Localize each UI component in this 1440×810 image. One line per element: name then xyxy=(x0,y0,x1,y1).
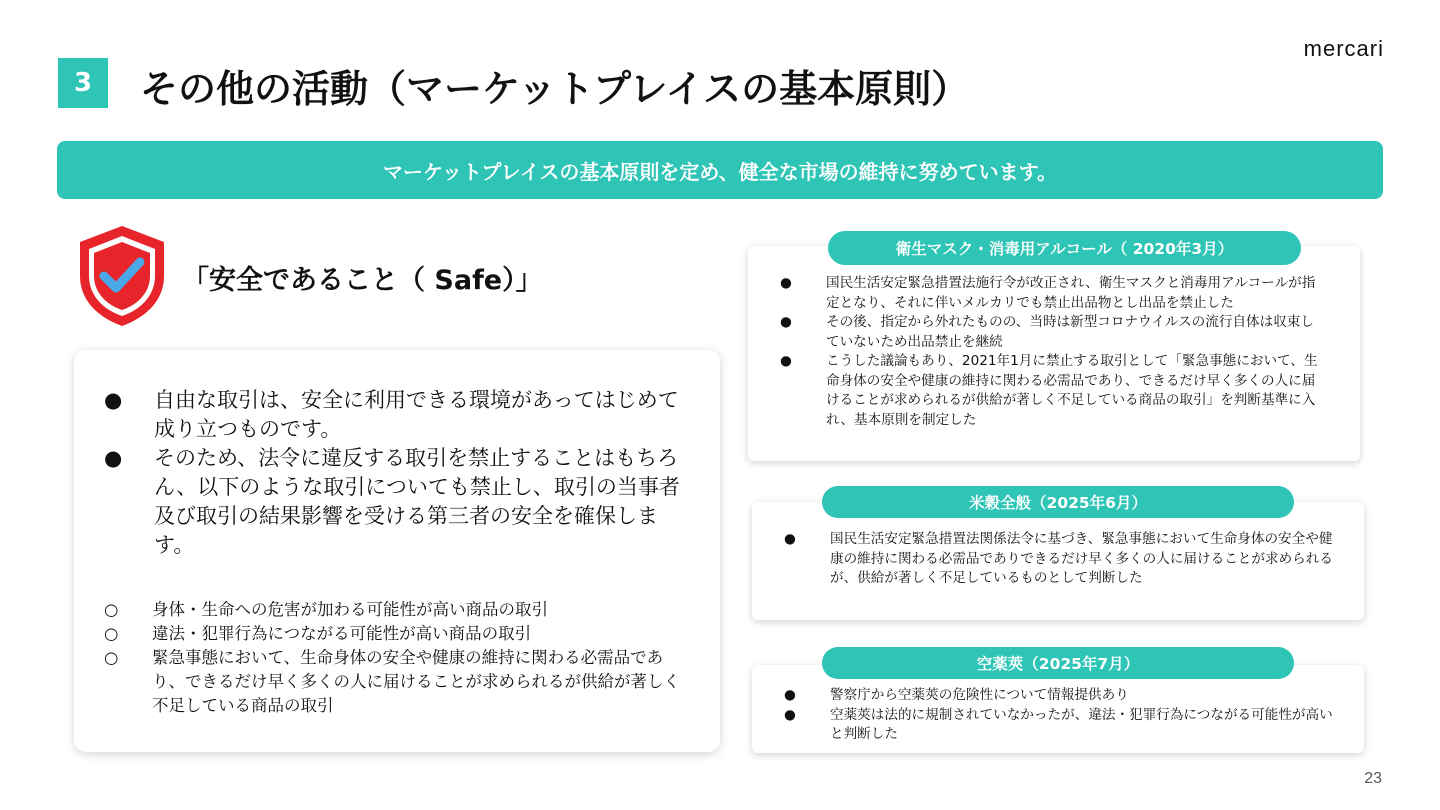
case-list xyxy=(784,686,1340,745)
bullet-dot: ● xyxy=(784,706,796,723)
page-number: 23 xyxy=(1364,770,1382,787)
list-item xyxy=(104,622,694,646)
list-item xyxy=(104,386,694,444)
bullet-text: そのため、法令に違反する取引を禁止することはもちろん、以下のような取引についても禁止し、取引の当事者及び取引の結果影響を受ける第三者の安全を確保します。 xyxy=(154,446,680,557)
bullet-circle: ○ xyxy=(104,648,119,667)
bullet-dot: ● xyxy=(104,388,123,412)
list-item xyxy=(780,313,1320,352)
list-item xyxy=(104,598,694,622)
summary-banner-text: マーケットプレイスの基本原則を定め、健全な市場の維持に努めています。 xyxy=(383,159,1057,184)
case-title-cartridge: 空薬莢（2025年7月） xyxy=(822,647,1294,679)
bullet-text: 緊急事態において、生命身体の安全や健康の維持に関わる必需品であり、できるだけ早く多くの人に届けることが求められるが供給が著しく不足している商品の取引 xyxy=(152,648,680,715)
bullet-text: その後、指定から外れたものの、当時は新型コロナウイルスの流行自体は収束していないため出品禁止を継続 xyxy=(826,314,1315,350)
list-item xyxy=(784,530,1340,589)
bullet-dot: ● xyxy=(780,275,792,291)
list-item xyxy=(104,444,694,560)
bullet-text: 空薬莢は法的に規制されていなかったが、違法・犯罪行為につながる可能性が高いと判断した xyxy=(830,706,1333,742)
bullet-text: 自由な取引は、安全に利用できる環境があってはじめて成り立つものです。 xyxy=(154,388,679,441)
prohibited-trade-list xyxy=(104,598,694,718)
list-item xyxy=(780,352,1320,430)
page-title: その他の活動（マーケットプレイスの基本原則） xyxy=(140,66,970,111)
bullet-text: 国民生活安定緊急措置法施行令が改正され、衛生マスクと消毒用アルコールが指定となり、それに伴いメルカリでも禁止出品物とし出品を禁止した xyxy=(826,275,1316,311)
bullet-text: 違法・犯罪行為につながる可能性が高い商品の取引 xyxy=(152,624,532,643)
case-title-rice: 米穀全般（2025年6月） xyxy=(822,486,1294,518)
brand-logo: mercari xyxy=(1303,36,1384,61)
case-list xyxy=(784,530,1340,589)
section-number-badge: 3 xyxy=(58,58,108,108)
safe-heading: 「安全であること（ Safe）」 xyxy=(182,264,543,296)
case-list xyxy=(780,274,1320,430)
bullet-text: 警察庁から空薬莢の危険性について情報提供あり xyxy=(830,687,1129,703)
bullet-circle: ○ xyxy=(104,624,119,643)
bullet-dot: ● xyxy=(780,314,792,330)
principle-bullets xyxy=(104,386,694,560)
shield-check-icon xyxy=(74,224,170,328)
bullet-text: こうした議論もあり、2021年1月に禁止する取引として「緊急事態において、生命身体の安全や健康の維持に関わる必需品であり、できるだけ早く多くの人に届けることが求められるが供給が著しく不足している商品の取引」を判断基準に入れ、基本原則を制定した xyxy=(826,353,1318,428)
principle-card xyxy=(74,350,720,752)
list-item xyxy=(104,646,694,718)
list-item xyxy=(780,274,1320,313)
case-title-mask-alcohol: 衛生マスク・消毒用アルコール（ 2020年3月） xyxy=(828,231,1301,265)
case-card-mask-alcohol xyxy=(748,246,1360,461)
bullet-circle: ○ xyxy=(104,600,119,619)
list-item xyxy=(784,686,1340,706)
list-item xyxy=(784,706,1340,745)
bullet-text: 国民生活安定緊急措置法関係法令に基づき、緊急事態において生命身体の安全や健康の維持に関わる必需品でありできるだけ早く多くの人に届けることが求められるが、供給が著しく不足しているものとして判断した xyxy=(830,531,1333,586)
bullet-dot: ● xyxy=(784,687,796,703)
bullet-dot: ● xyxy=(780,353,792,369)
summary-banner xyxy=(57,141,1383,199)
bullet-text: 身体・生命への危害が加わる可能性が高い商品の取引 xyxy=(152,600,548,619)
bullet-dot: ● xyxy=(784,531,796,547)
case-card-rice xyxy=(752,502,1364,620)
bullet-dot: ● xyxy=(104,446,123,470)
